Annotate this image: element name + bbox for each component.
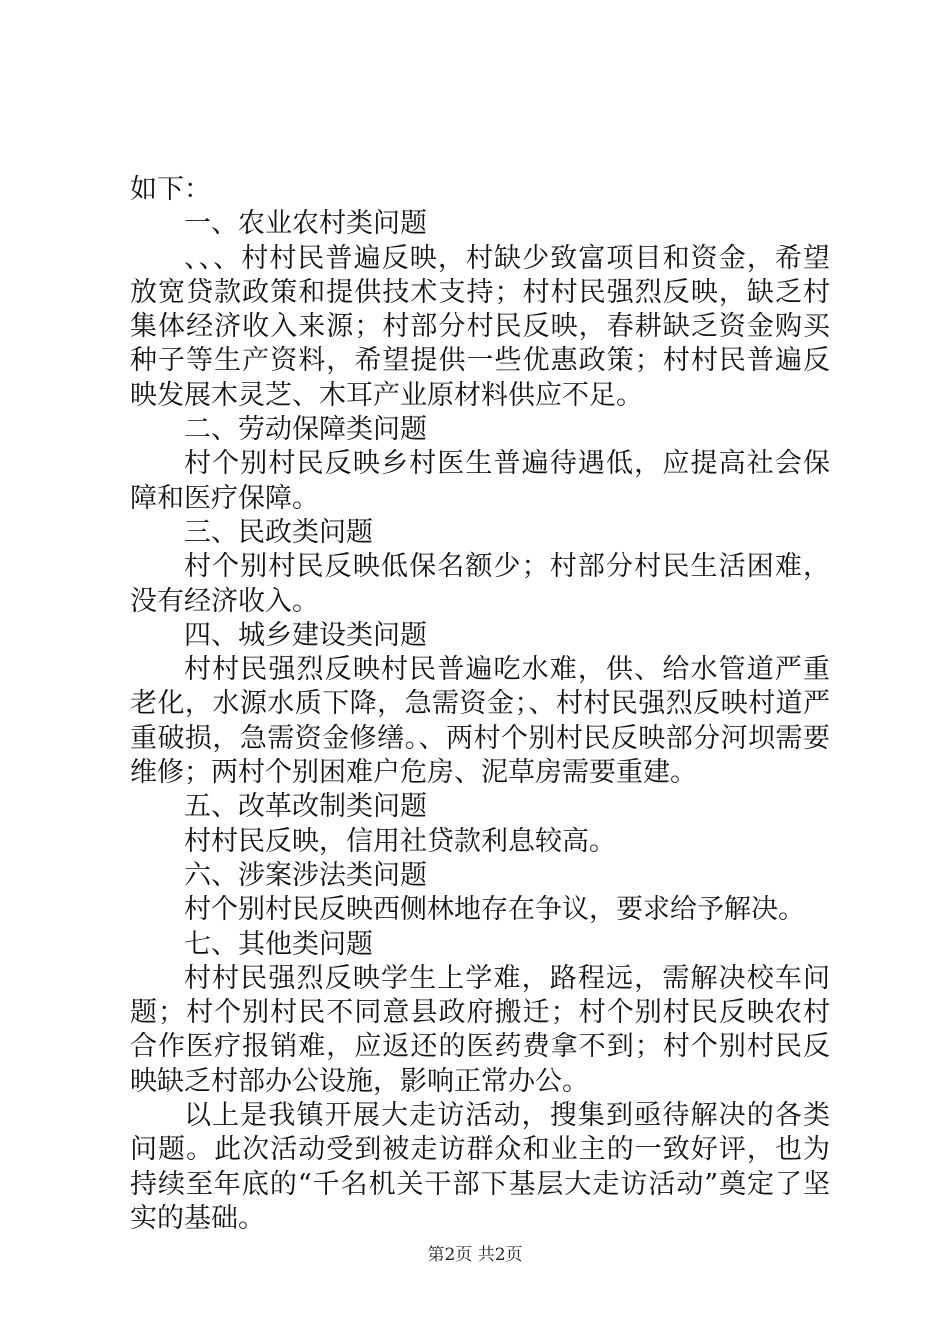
section-heading-agriculture: 一、农业农村类问题 <box>184 208 427 240</box>
section-heading-civil-affairs: 三、民政类问题 <box>184 516 373 548</box>
intro-text: 如下： <box>130 174 211 205</box>
page-number: 第2页 共2页 <box>427 1245 523 1265</box>
section-heading-reform: 五、改革改制类问题 <box>184 791 427 823</box>
section-heading-other: 七、其他类问题 <box>184 928 373 960</box>
section-body-agriculture: 、、、村村民普遍反映，村缺少致富项目和资金，希望放宽贷款政策和提供技术支持；村村民强烈反映，缺乏村集体经济收入来源；村部分村民反映，春耕缺乏资金购买种子等生产资料，希望提供一些优惠政策；村村民普遍反映发展木灵芝、木耳产业原材料供应不足。 <box>130 242 830 411</box>
section-body-civil-affairs: 村个别村民反映低保名额少；村部分村民生活困难，没有经济收入。 <box>130 551 830 617</box>
section-body-legal: 村个别村民反映西侧林地存在争议，要求给予解决。 <box>184 894 805 926</box>
conclusion-text: 以上是我镇开展大走访活动，搜集到亟待解决的各类问题。此次活动受到被走访群众和业主的一致好评，也为持续至年底的“千名机关干部下基层大走访活动”奠定了坚实的基础。 <box>130 1100 830 1234</box>
section-heading-urban-rural: 四、城乡建设类问题 <box>184 619 427 651</box>
section-body-urban-rural: 村村民强烈反映村民普遍吃水难，供、给水管道严重老化，水源水质下降，急需资金；、村村民强烈反映村道严重破损，急需资金修缮。、两村个别村民反映部分河坝需要维修；两村个别困难户危房、泥草房需要重建。 <box>130 654 830 789</box>
section-body-reform: 村村民反映，信用社贷款利息较高。 <box>184 825 616 857</box>
section-heading-labor: 二、劳动保障类问题 <box>184 414 427 446</box>
section-body-labor: 村个别村民反映乡村医生普遍待遇低，应提高社会保障和医疗保障。 <box>130 448 830 514</box>
section-heading-legal: 六、涉案涉法类问题 <box>184 859 427 891</box>
section-body-other: 村村民强烈反映学生上学难，路程远，需解决校车问题；村个别村民不同意县政府搬迁；村个别村民反映农村合作医疗报销难，应返还的医药费拿不到；村个别村民反映缺乏村部办公设施，影响正常办公。 <box>130 962 830 1097</box>
document-body <box>130 173 830 1236</box>
